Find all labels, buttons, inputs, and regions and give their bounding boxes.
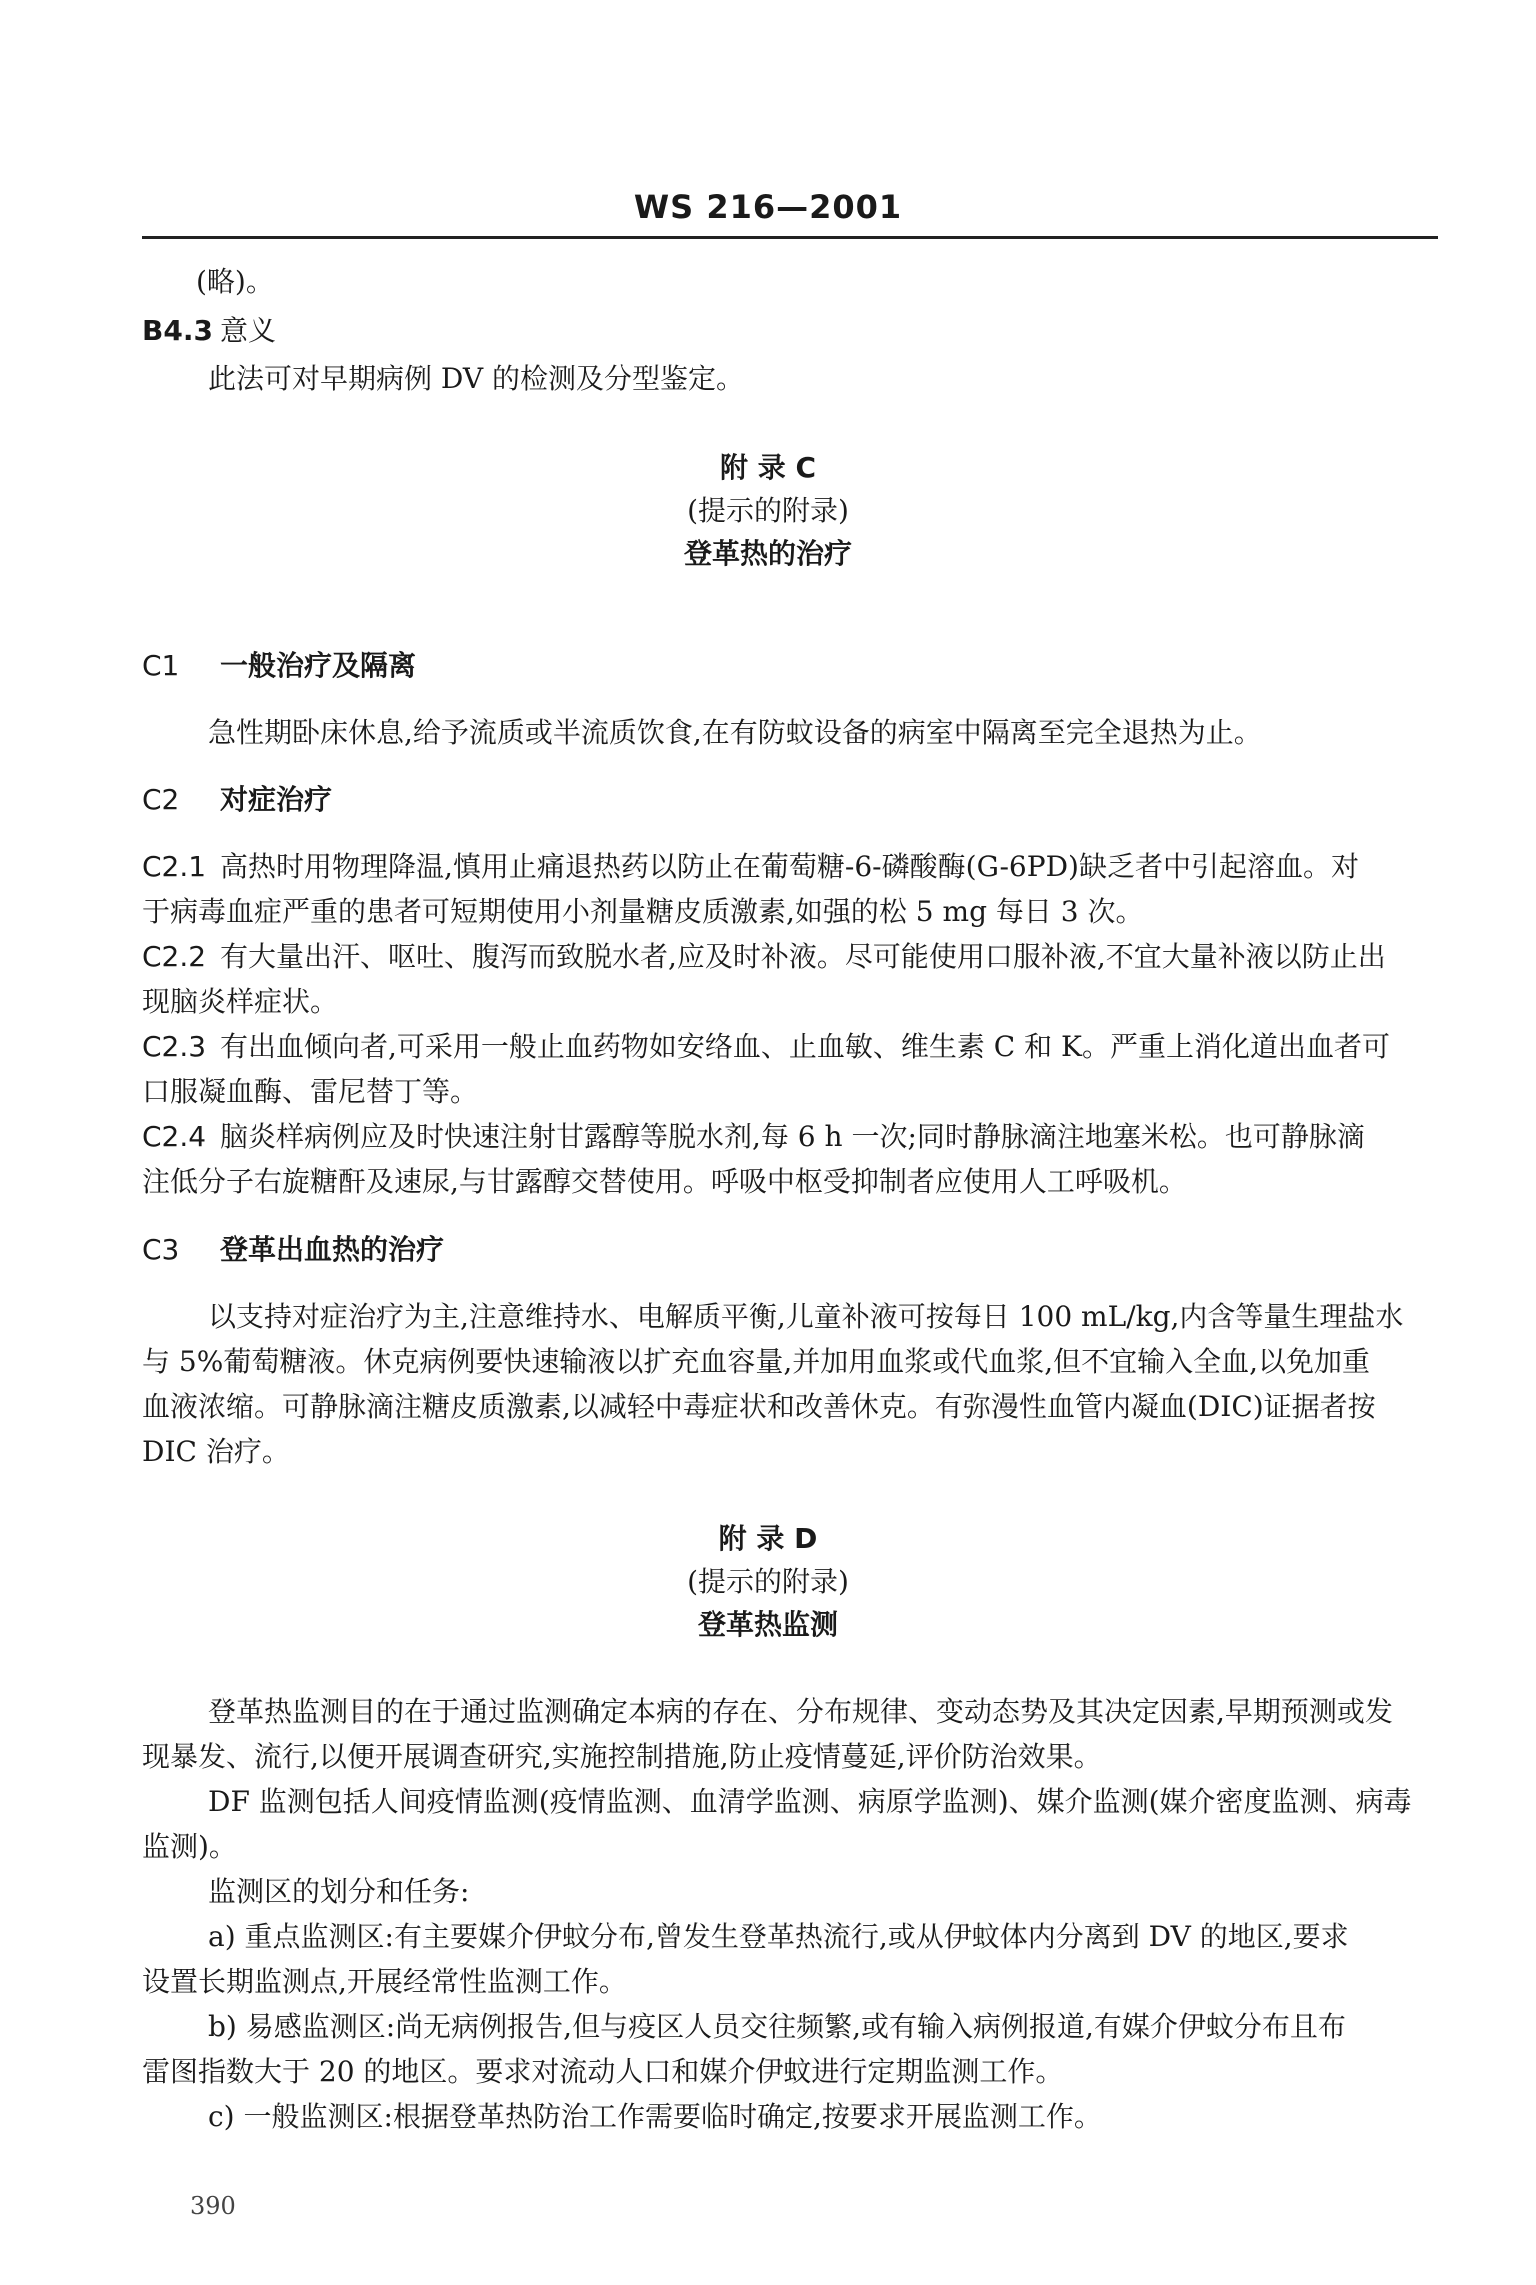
clause-c22-line2: 现脑炎样症状。 [142, 985, 339, 1018]
appendix-d-type: (提示的附录) [687, 1565, 849, 1598]
appendix-d-label: 附 录 D [718, 1522, 818, 1555]
appendix-c-type: (提示的附录) [687, 494, 849, 527]
section-c3-line1: 以支持对症治疗为主,注意维持水、电解质平衡,儿童补液可按每日 100 mL/kg,内含等量生理盐水 [208, 1300, 1404, 1333]
clause-c23-line2: 口服凝血酶、雷尼替丁等。 [142, 1075, 479, 1108]
section-c1-body: 急性期卧床休息,给予流质或半流质饮食,在有防蚊设备的病室中隔离至完全退热为止。 [208, 716, 1262, 749]
clause-number: C2.2 [142, 940, 207, 973]
clause-number: C2.1 [142, 850, 207, 883]
section-number: C3 [142, 1233, 180, 1266]
previous-text-line: (略)。 [196, 265, 274, 298]
section-number: C2 [142, 783, 180, 816]
clause-c23-line1: C2.3 有出血倾向者,可采用一般止血药物如安络血、止血敏、维生素 C 和 K。严重上消化道出血者可 [142, 1027, 1390, 1067]
zone-a-line2: 设置长期监测点,开展经常性监测工作。 [142, 1965, 627, 1998]
section-c3-line2: 与 5%葡萄糖液。休克病例要快速输液以扩充血容量,并加用血浆或代血浆,但不宜输入全血,以免加重 [142, 1345, 1371, 1378]
appendix-d-title: 登革热监测 [697, 1608, 838, 1641]
zone-b-line1: b) 易感监测区:尚无病例报告,但与疫区人员交往频繁,或有输入病例报道,有媒介伊蚊分布且布 [208, 2010, 1346, 2043]
clause-c21-line2: 于病毒血症严重的患者可短期使用小剂量糖皮质激素,如强的松 5 mg 每日 3 次。 [142, 895, 1144, 928]
section-title: 意义 [220, 314, 277, 347]
zone-a-line1: a) 重点监测区:有主要媒介伊蚊分布,曾发生登革热流行,或从伊蚊体内分离到 DV 的地区,要求 [208, 1920, 1349, 1953]
clause-c24-line1: C2.4 脑炎样病例应及时快速注射甘露醇等脱水剂,每 6 h 一次;同时静脉滴注地塞米松。也可静脉滴 [142, 1117, 1365, 1157]
clause-c22-line1: C2.2 有大量出汗、呕吐、腹泻而致脱水者,应及时补液。尽可能使用口服补液,不宜大量补液以防止出 [142, 937, 1386, 977]
section-number: B4.3 [142, 314, 213, 347]
section-title: 一般治疗及隔离 [220, 649, 417, 682]
appendix-c-title: 登革热的治疗 [683, 537, 852, 570]
section-title: 登革出血热的治疗 [220, 1233, 445, 1266]
appendix-c-label: 附 录 C [719, 451, 817, 484]
zone-b-line2: 雷图指数大于 20 的地区。要求对流动人口和媒介伊蚊进行定期监测工作。 [142, 2055, 1064, 2088]
section-c2-heading [142, 780, 332, 820]
clause-c21-line1: C2.1 高热时用物理降温,慎用止痛退热药以防止在葡萄糖-6-磷酸酶(G-6PD)缺乏者中引起溶血。对 [142, 847, 1359, 887]
section-c3-heading [142, 1230, 444, 1270]
monitoring-zones-intro: 监测区的划分和任务: [208, 1875, 470, 1908]
header-rule [142, 236, 1438, 239]
monitoring-paragraph1-line2: 现暴发、流行,以便开展调查研究,实施控制措施,防止疫情蔓延,评价防治效果。 [142, 1740, 1102, 1773]
section-title: 对症治疗 [220, 783, 333, 816]
section-number: C1 [142, 649, 180, 682]
monitoring-paragraph1-line1: 登革热监测目的在于通过监测确定本病的存在、分布规律、变动态势及其决定因素,早期预测或发 [208, 1695, 1393, 1728]
section-c1-heading [142, 646, 416, 686]
section-c3-line3: 血液浓缩。可静脉滴注糖皮质激素,以减轻中毒症状和改善休克。有弥漫性血管内凝血(DIC)证据者按 [142, 1390, 1376, 1423]
clause-number: C2.4 [142, 1120, 207, 1153]
section-b43-body: 此法可对早期病例 DV 的检测及分型鉴定。 [208, 362, 744, 395]
monitoring-paragraph2-line1: DF 监测包括人间疫情监测(疫情监测、血清学监测、病原学监测)、媒介监测(媒介密度监测、病毒 [208, 1785, 1412, 1818]
section-c3-line4: DIC 治疗。 [142, 1435, 290, 1468]
standard-header: WS 216—2001 [633, 188, 903, 226]
clause-c24-line2: 注低分子右旋糖酐及速尿,与甘露醇交替使用。呼吸中枢受抑制者应使用人工呼吸机。 [142, 1165, 1187, 1198]
monitoring-paragraph2-line2: 监测)。 [142, 1830, 237, 1863]
zone-c-line1: c) 一般监测区:根据登革热防治工作需要临时确定,按要求开展监测工作。 [208, 2100, 1102, 2133]
page-number: 390 [190, 2192, 236, 2220]
section-b43-heading [142, 311, 276, 351]
clause-number: C2.3 [142, 1030, 207, 1063]
